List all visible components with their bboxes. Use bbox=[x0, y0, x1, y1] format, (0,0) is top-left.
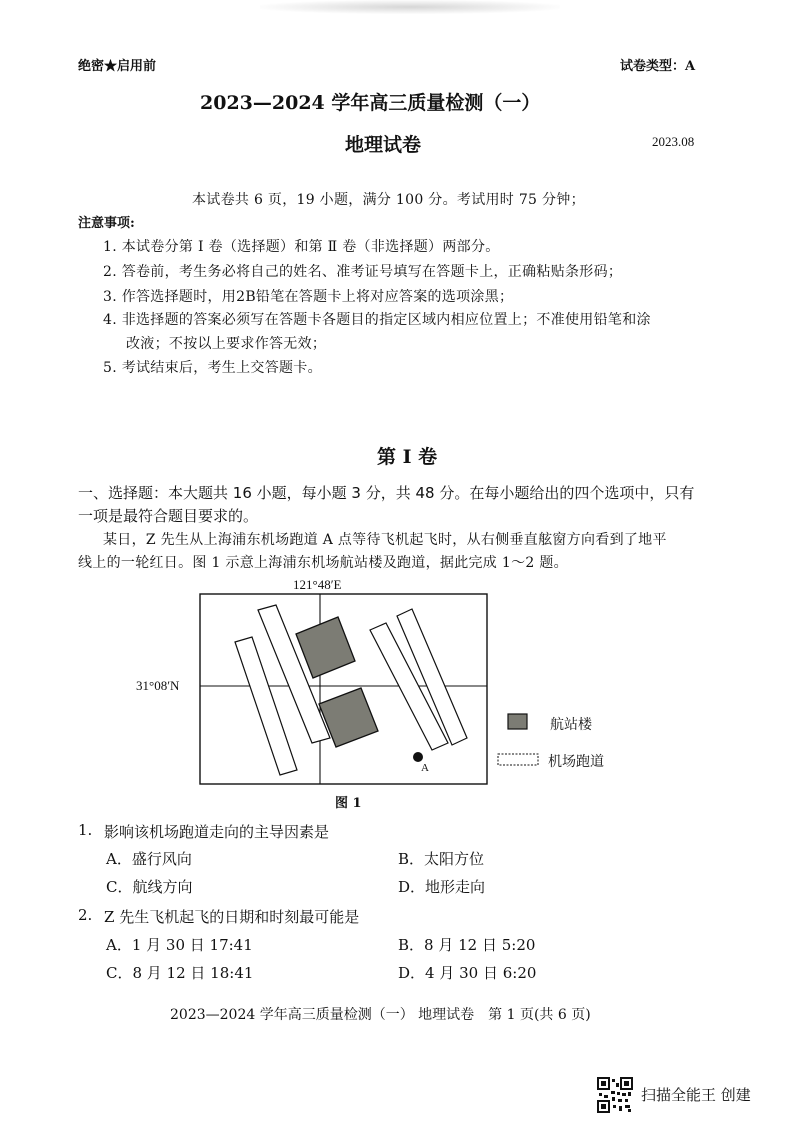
notes-heading: 注意事项: bbox=[78, 216, 135, 231]
qr-code-icon bbox=[597, 1077, 633, 1113]
option-c: C．8 月 12 日 18:41 bbox=[106, 964, 254, 982]
point-a-label: A bbox=[421, 762, 429, 774]
page-footer: 2023—2024 学年高三质量检测（一） 地理试卷 第 1 页(共 6 页) bbox=[170, 1007, 591, 1023]
question-text: Z 先生飞机起飞的日期和时刻最可能是 bbox=[104, 908, 360, 926]
legend-terminal-label: 航站楼 bbox=[550, 717, 592, 733]
option-b: B．太阳方位 bbox=[398, 850, 485, 868]
option-a: A．1 月 30 日 17:41 bbox=[106, 936, 253, 954]
exam-intro: 本试卷共 6 页，19 小题，满分 100 分。考试用时 75 分钟； bbox=[192, 192, 585, 208]
option-c: C．航线方向 bbox=[106, 878, 193, 896]
note-item: 3. 作答选择题时，用2B铅笔在答题卡上将对应答案的选项涂黑； bbox=[103, 289, 514, 305]
point-a-marker bbox=[413, 752, 423, 762]
note-item: 5. 考试结束后，考生上交答题卡。 bbox=[103, 360, 322, 376]
note-item: 2. 答卷前，考生务必将自己的姓名、准考证号填写在答题卡上，正确粘贴条形码； bbox=[103, 264, 623, 280]
latitude-label: 31°08′N bbox=[136, 678, 180, 693]
section-title: 第 Ⅰ 卷 bbox=[377, 446, 438, 468]
question-number: 2. bbox=[78, 906, 93, 924]
terminal-building-1 bbox=[296, 617, 355, 678]
part-instructions: 一、选择题：本大题共 16 小题，每小题 3 分，共 48 分。在每小题给出的四个选项中，只有 bbox=[78, 484, 695, 502]
note-item: 4. 非选择题的答案必须写在答题卡各题目的指定区域内相应位置上；不准使用铅笔和涂 bbox=[103, 312, 651, 328]
option-a: A．盛行风向 bbox=[106, 850, 192, 868]
exam-title: 2023—2024 学年高三质量检测（一） bbox=[200, 92, 541, 114]
confidential-mark: 绝密★启用前 bbox=[78, 59, 157, 74]
question-text: 影响该机场跑道走向的主导因素是 bbox=[104, 823, 330, 841]
option-d: D．4 月 30 日 6:20 bbox=[398, 964, 537, 982]
option-b: B．8 月 12 日 5:20 bbox=[398, 936, 536, 954]
note-item: 1. 本试卷分第 Ⅰ 卷（选择题）和第 Ⅱ 卷（非选择题）两部分。 bbox=[103, 239, 500, 255]
scanner-watermark: 扫描全能王 创建 bbox=[641, 1086, 751, 1104]
subject-title: 地理试卷 bbox=[345, 134, 422, 156]
question-stem-cont: 线上的一轮红日。图 1 示意上海浦东机场航站楼及跑道，据此完成 1～2 题。 bbox=[78, 555, 568, 571]
legend-terminal-swatch bbox=[508, 714, 527, 729]
paper-type: 试卷类型：A bbox=[620, 59, 696, 74]
note-item-continued: 改液；不按以上要求作答无效； bbox=[126, 336, 327, 352]
longitude-label: 121°48′E bbox=[293, 577, 342, 592]
option-d: D．地形走向 bbox=[398, 878, 486, 896]
legend-runway-swatch bbox=[498, 754, 538, 765]
question-stem: 某日，Z 先生从上海浦东机场跑道 A 点等待飞机起飞时，从右侧垂直舷窗方向看到了地平 bbox=[103, 532, 667, 548]
question-number: 1. bbox=[78, 821, 93, 839]
figure-caption: 图 1 bbox=[335, 796, 362, 811]
legend-runway-label: 机场跑道 bbox=[548, 754, 604, 770]
part-instructions-cont: 一项是最符合题目要求的。 bbox=[78, 507, 259, 525]
exam-date: 2023.08 bbox=[652, 134, 695, 149]
